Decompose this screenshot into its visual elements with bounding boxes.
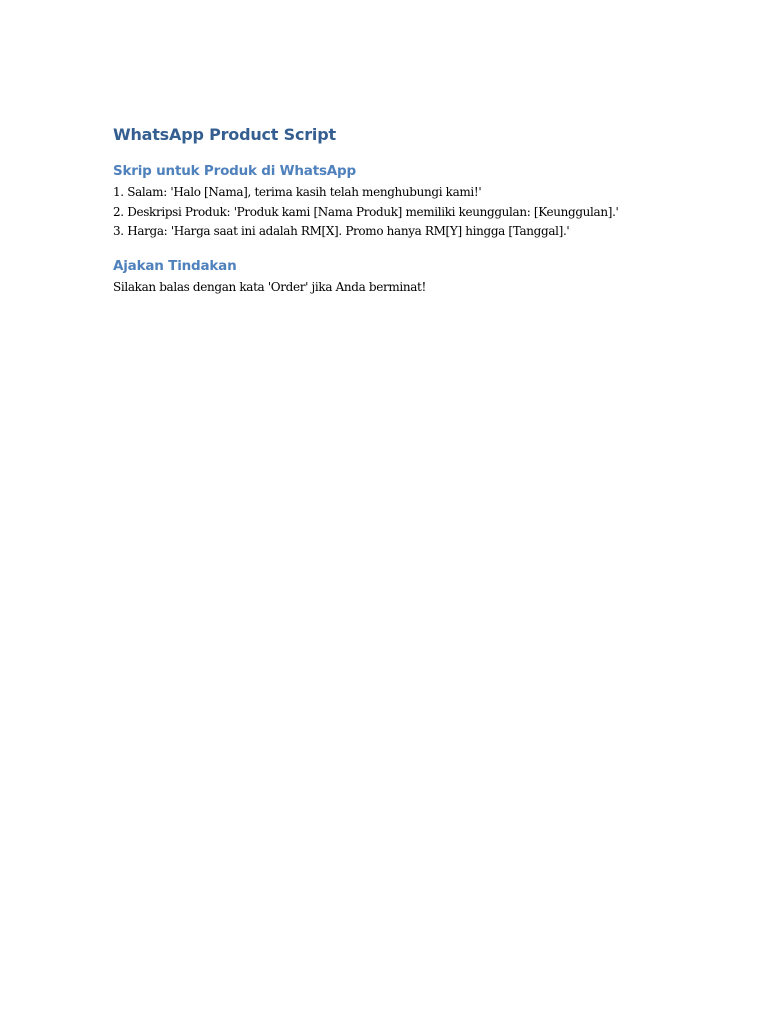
document-title: WhatsApp Product Script	[113, 125, 336, 144]
call-to-action-text: Silakan balas dengan kata 'Order' jika Anda berminat!	[113, 279, 426, 294]
list-item: 2. Deskripsi Produk: 'Produk kami [Nama Produk] memiliki keunggulan: [Keunggulan].'	[113, 204, 619, 219]
document-content	[113, 124, 673, 297]
script-steps-list	[113, 183, 673, 242]
list-item: 3. Harga: 'Harga saat ini adalah RM[X]. Promo hanya RM[Y] hingga [Tanggal].'	[113, 224, 570, 238]
section-heading-ajakan: Ajakan Tindakan	[113, 257, 237, 274]
section-heading-skrip: Skrip untuk Produk di WhatsApp	[113, 163, 356, 179]
list-item: 1. Salam: 'Halo [Nama], terima kasih telah menghubungi kami!'	[113, 185, 482, 199]
